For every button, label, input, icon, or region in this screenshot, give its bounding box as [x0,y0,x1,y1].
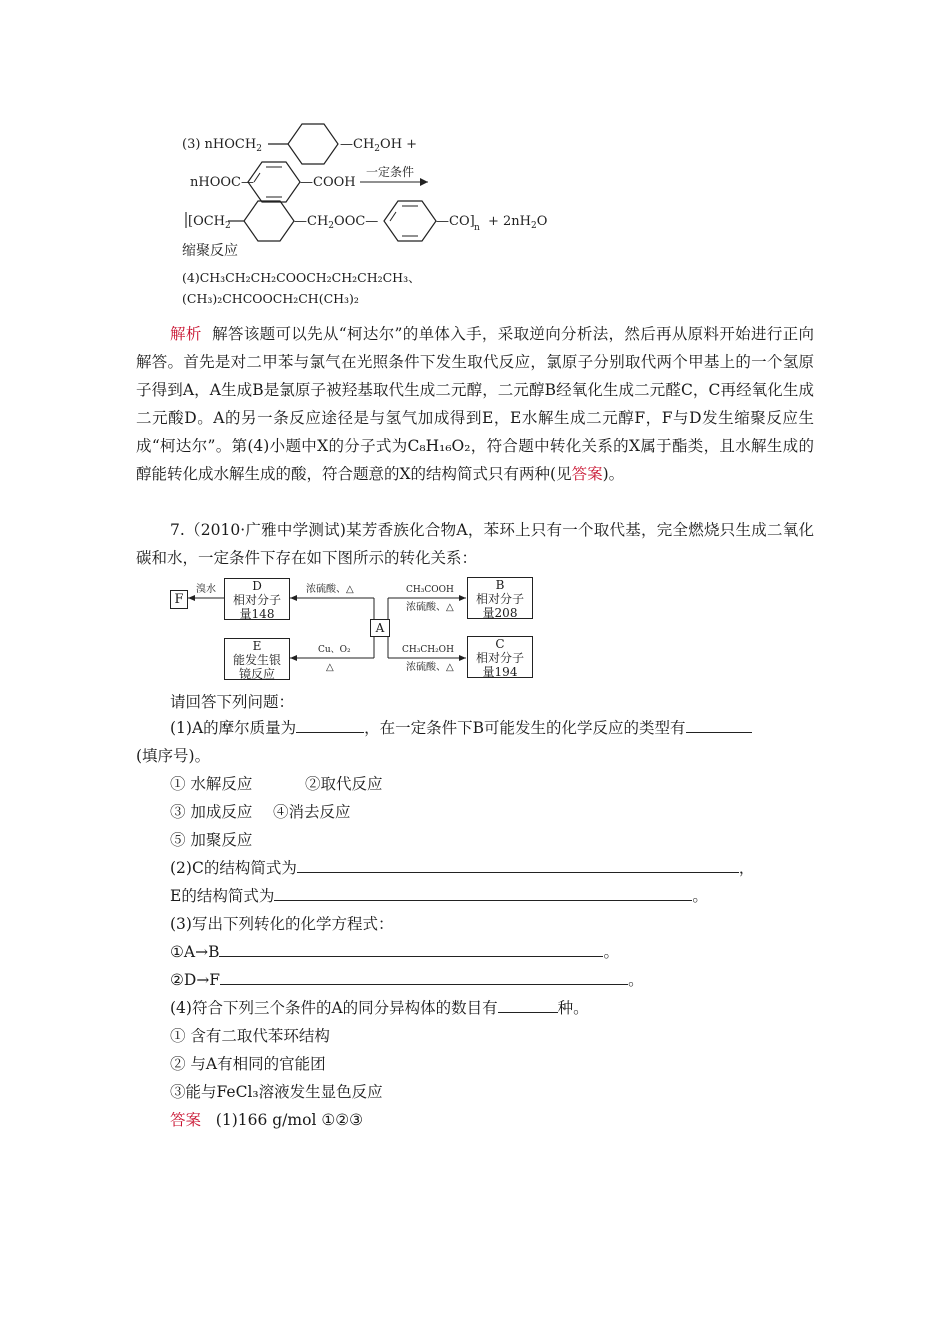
question-3-1: ①A→B 。 [170,943,619,961]
reaction-type: 缩聚反应 [182,243,238,259]
answer-blank-4[interactable] [498,998,558,1013]
reaction-line3-tail: + $2nH_2O$ [488,214,548,231]
edge-a-d-label: 浓硫酸、△ [306,584,354,595]
answer-blank-df[interactable] [220,970,628,985]
svg-text:n: n [474,223,480,233]
option-5: ⑤ 加聚反应 [170,831,253,849]
analysis-paragraph [136,320,814,488]
question-1: (1)A的摩尔质量为 ，在一定条件下B可能发生的化学反应的类型有 [170,716,752,738]
analysis-answer-link[interactable]: 答案 [571,465,603,483]
node-f: F [170,590,188,609]
edge-a-c-bottom: 浓硫酸、△ [406,662,454,673]
question-2b: E的结构简式为 。 [170,887,708,905]
option-1: ① 水解反应 [170,775,253,793]
edge-a-c-top: CH₃CH₂OH [402,645,454,655]
node-c: C 相对分子 量194 [467,636,533,678]
answer-line [170,1108,363,1130]
benzene-ring-2 [384,201,436,241]
option-4: ④消去反应 [273,803,351,821]
analysis-text-end: )。 [602,465,625,483]
item4-line1: (4)CH₃CH₂CH₂COOCH₂CH₂CH₂CH₃、 [182,270,421,285]
edge-d-f-label: 溴水 [196,584,216,595]
reaction-line1-prefix: (3) nHOCH$_2$ [182,137,262,154]
reaction-line1-suffix: $—CH_2OH$ + [340,137,418,154]
condition-3: ③能与FeCl₃溶液发生显色反应 [170,1083,383,1101]
condition-1: ① 含有二取代苯环结构 [170,1027,330,1045]
benzene-ring [248,162,300,202]
question-3: (3)写出下列转化的化学方程式： [170,915,394,933]
analysis-text: 解答该题可以先从“柯达尔”的单体入手，采取逆向分析法，然后再从原料开始进行正向解答。首先是对二甲苯与氯气在光照条件下发生取代反应，氯原子分别取代两个甲基上的一个氢原子得到A，A生成B是氯原子被羟基取代生成二元醇，二元醇B经氧化生成二元醛C，C再经氧化生成二元酸D。A的另一条反应途径是与氢气加成得到E，E水解生成二元醇F，F与D发生缩聚反应生成“柯达尔”。第(4)小题中X的分子式为C₈H₁₆O₂，符合题中转化关系的X属于酯类，且水解生成的醇能转化成水解生成的酸，符合题意的X的结构简式只有两种(见 [136,325,814,483]
reaction-line2-suffix: —COOH [300,175,356,190]
questions-prompt: 请回答下列问题： [170,693,295,711]
node-e: E 能发生银 镜反应 [224,638,290,680]
question7-intro: 7.（2010·广雅中学测试)某芳香族化合物A，苯环上只有一个取代基，完全燃烧只生成二氧化碳和水，一定条件下存在如下图所示的转化关系： [136,521,814,567]
question-4: (4)符合下列三个条件的A的同分异构体的数目有 种。 [170,999,589,1017]
reaction-condition: 一定条件 [366,165,415,179]
answer-blank-ab[interactable] [219,942,603,957]
question-3-2: ②D→F 。 [170,971,644,989]
edge-a-e-label: Cu、O₂ [318,645,351,655]
answer-blank-2[interactable] [686,718,752,733]
question-1-tail: (填序号)。 [136,747,211,765]
item4-line2: (CH₃)₂CHCOOCH₂CH(CH₃)₂ [182,291,359,306]
node-b: B 相对分子 量208 [467,577,533,619]
cyclohexane-ring [288,124,338,164]
option-2: ②取代反应 [305,775,383,793]
answer-blank-c[interactable] [297,858,739,873]
node-d: D 相对分子 量148 [224,578,290,620]
option-3: ③ 加成反应 [170,803,253,821]
edge-a-e-bottom: △ [326,662,334,673]
reaction-line3-mid: $—CH_2OOC—$ [294,214,379,231]
reaction-structures [0,0,950,320]
analysis-label: 解析 [170,325,202,343]
answer-text: (1)166 g/mol ①②③ [215,1111,364,1129]
node-a: A [370,619,390,637]
edge-a-b-bottom: 浓硫酸、△ [406,602,454,613]
reaction-line3-co: —CO] [436,214,475,229]
reaction-line3-prefix: [$OCH_2$ [188,214,231,231]
edge-a-b-top: CH₃COOH [406,585,454,595]
question-2a: (2)C的结构简式为 ， [170,859,755,877]
answer-label: 答案 [170,1111,202,1129]
condition-2: ② 与A有相同的官能团 [170,1055,326,1073]
cyclohexane-ring-2 [244,201,294,241]
reaction-line2-prefix: nHOOC— [190,175,254,190]
answer-blank-1[interactable] [296,718,364,733]
answer-blank-e[interactable] [274,886,692,901]
